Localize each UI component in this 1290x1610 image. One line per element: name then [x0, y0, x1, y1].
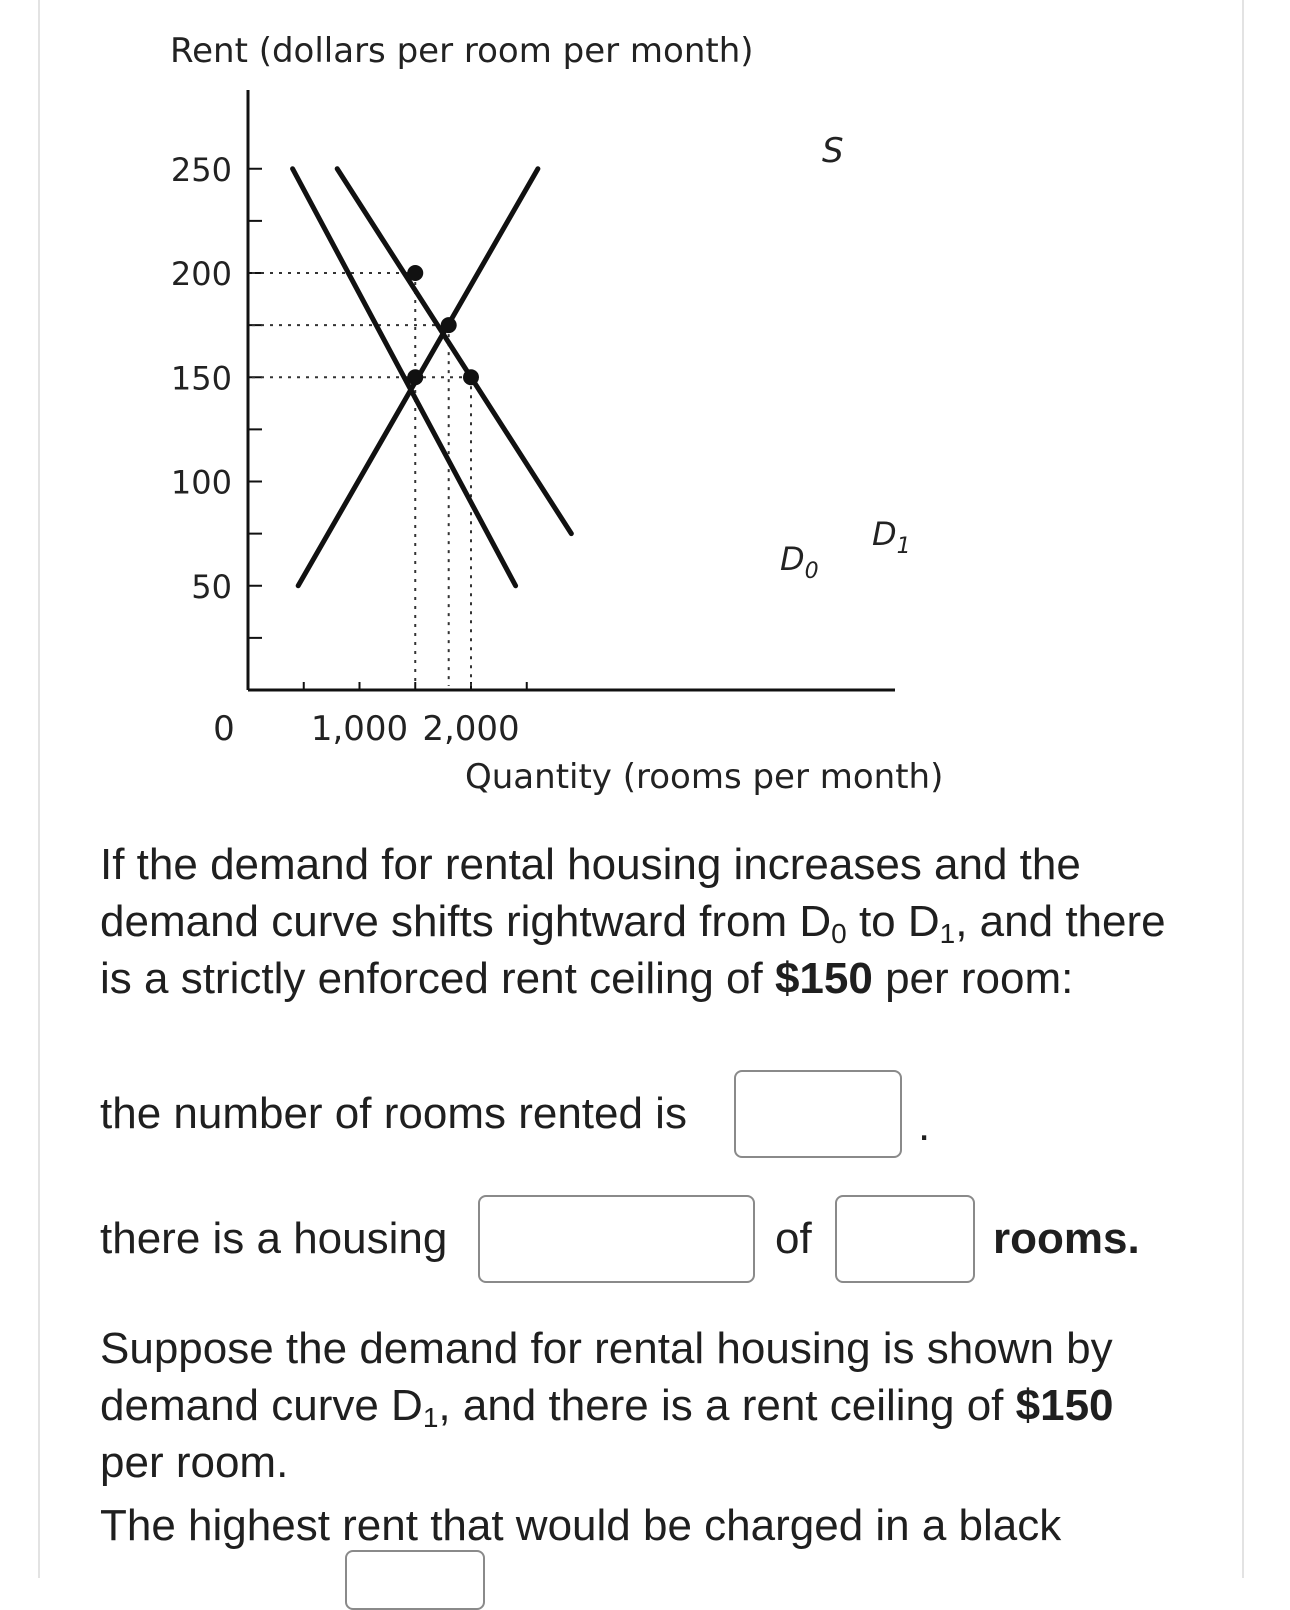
p1-rent-ceiling: $150	[774, 954, 873, 1003]
p1-text-a: If the demand for rental housing increases and the demand curve shifts rightward from D	[100, 840, 1081, 946]
p1-text-c: , and there is a strictly enforced rent ceiling of	[100, 897, 1166, 1003]
y-tick-label-100: 100	[170, 463, 232, 502]
y-tick-label-150: 150	[170, 359, 232, 398]
p1-text-d: per room:	[872, 954, 1074, 1003]
housing-label: there is a housing	[100, 1214, 448, 1263]
point-2000-150	[463, 369, 479, 385]
p1-sub-0: 0	[831, 918, 847, 949]
of-label: of	[775, 1214, 812, 1263]
d1-main: D	[872, 515, 897, 553]
p1-text-b: to D	[846, 897, 940, 946]
y-tick-label-50: 50	[191, 567, 232, 606]
y-axis-label: Rent (dollars per room per month)	[170, 31, 754, 71]
question-paragraph-3: The highest rent that would be charged in a black	[100, 1501, 1062, 1550]
question-paragraph-1	[100, 836, 1180, 1007]
p1-sub-1: 1	[939, 918, 956, 949]
d0-sub: 0	[804, 559, 819, 584]
p2-text-b: , and there is a rent ceiling of	[438, 1381, 1016, 1430]
housing-condition-select[interactable]	[478, 1195, 755, 1283]
rooms-rented-period: .	[918, 1101, 931, 1150]
x-tick-label-2000: 2,000	[422, 709, 520, 749]
point-1500-200	[407, 265, 423, 281]
black-market-rent-input[interactable]	[345, 1550, 485, 1610]
rooms-rented-input[interactable]	[734, 1070, 902, 1158]
y-tick-label-250: 250	[170, 150, 232, 189]
question-paragraph-2	[100, 1320, 1180, 1491]
d0-main: D	[780, 540, 805, 578]
p2-sub: 1	[422, 1402, 439, 1433]
y-tick-label-200: 200	[170, 255, 232, 293]
curve-D1	[337, 169, 571, 534]
rooms-unit-label: rooms.	[993, 1214, 1140, 1263]
x-axis-label: Quantity (rooms per month)	[465, 757, 944, 797]
p2-text-c: per room.	[100, 1438, 289, 1487]
x-tick-label-1000: 1,000	[310, 709, 409, 749]
demand-d1-label	[872, 515, 911, 559]
demand-d0-label	[780, 540, 819, 584]
point-1500-150	[407, 369, 423, 385]
supply-curve-label: S	[822, 131, 844, 171]
housing-amount-input[interactable]	[835, 1195, 975, 1283]
p2-rent-ceiling: $150	[1015, 1381, 1114, 1430]
x-tick-label-0: 0	[213, 709, 235, 749]
rooms-rented-label: the number of rooms rented is	[100, 1089, 687, 1138]
point-1800-175	[441, 317, 457, 333]
p2-text-a: Suppose the demand for rental housing is shown by demand curve D	[100, 1324, 1113, 1430]
d1-sub: 1	[896, 534, 911, 559]
